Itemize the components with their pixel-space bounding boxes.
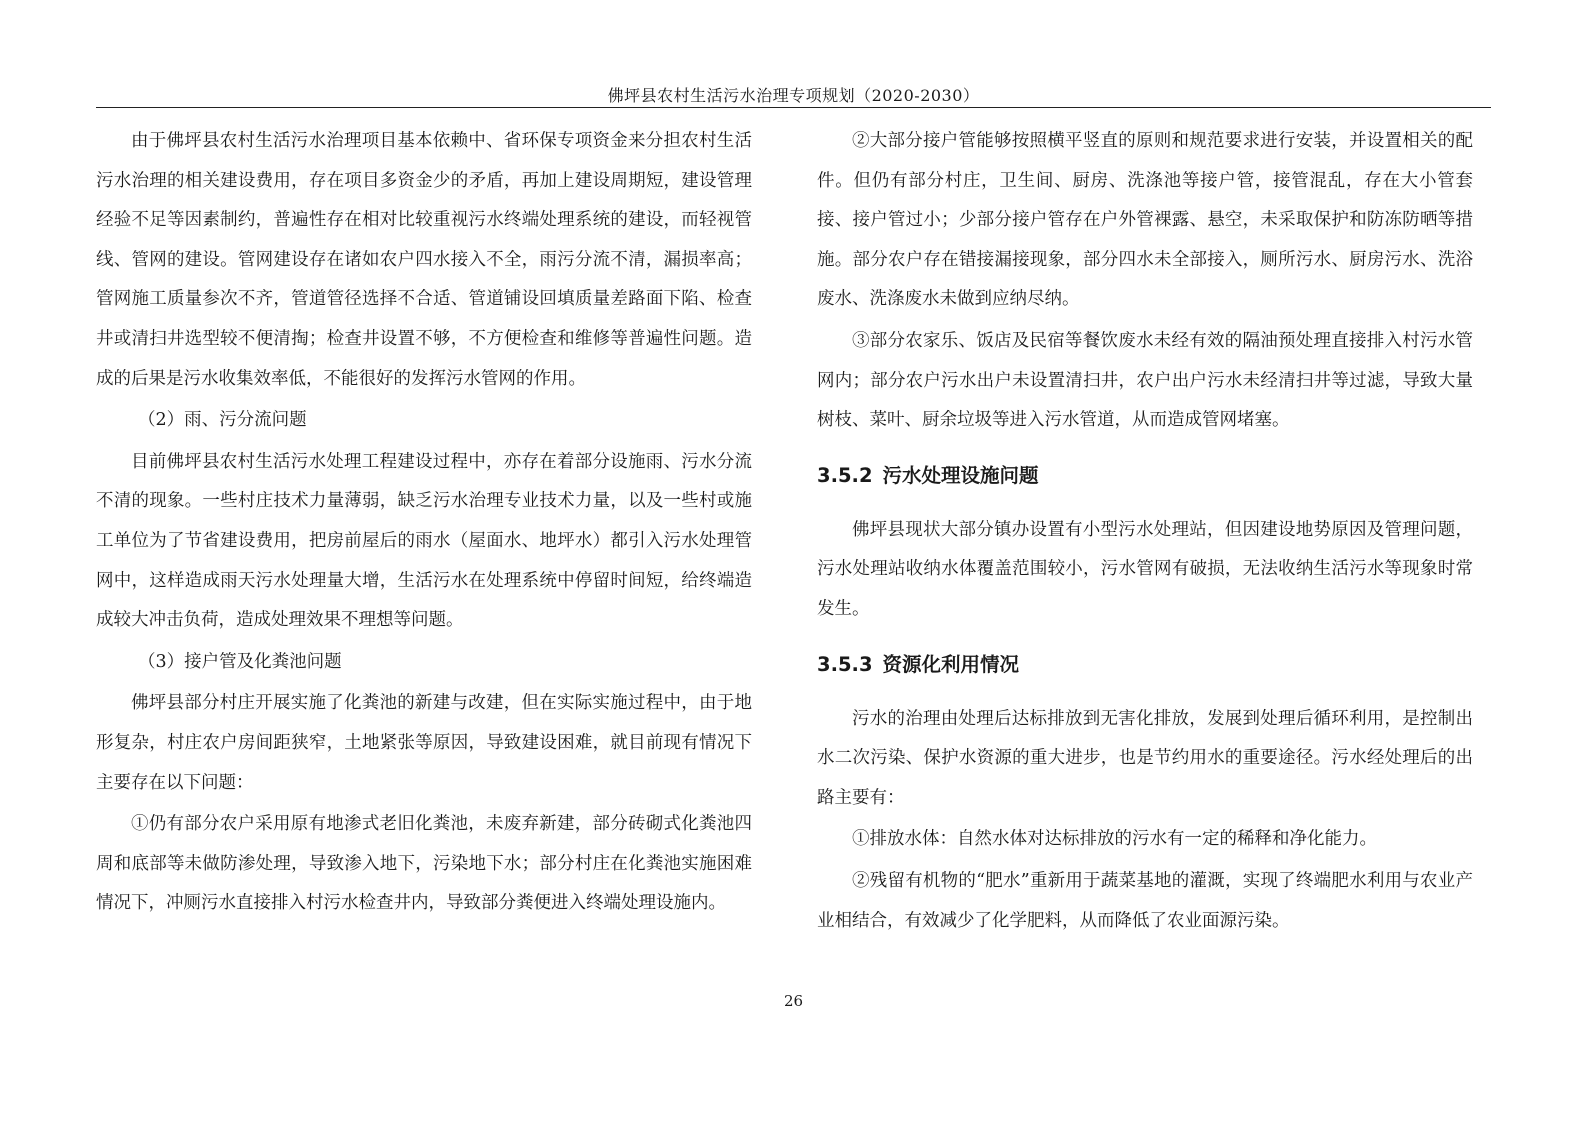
running-header: 佛坪县农村生活污水治理专项规划（2020-2030） (607, 86, 980, 105)
treatment-facility-paragraph: 佛坪县现状大部分镇办设置有小型污水处理站，但因建设地势原因及管理问题，污水处理站收纳水体覆盖范围较小，污水管网有破损，无法收纳生活污水等现象时常发生。 (817, 519, 1473, 619)
section-title: 污水处理设施问题 (882, 463, 1039, 487)
outlet-item-1: ①排放水体：自然水体对达标排放的污水有一定的稀释和净化能力。 (852, 829, 1377, 850)
issue-item-3: ③部分农家乐、饭店及民宿等餐饮废水未经有效的隔油预处理直接排入村污水管网内；部分农户污水出户未设置清扫井，农户出户污水未经清扫井等过滤，导致大量树枝、菜叶、厨余垃圾等进入污水管道，从而造成管网堵塞。 (817, 330, 1473, 431)
left-column (96, 122, 752, 924)
subheading-rain-sewage-separation: （2）雨、污分流问题 (138, 410, 307, 431)
outlet-item-2: ②残留有机物的“肥水”重新用于蔬菜基地的灌溉，实现了终端肥水利用与农业产业相结合，有效减少了化学肥料，从而降低了农业面源污染。 (817, 870, 1473, 931)
right-column (817, 122, 1473, 941)
section-number: 3.5.2 (817, 463, 873, 487)
issue-item-2: ②大部分接户管能够按照横平竖直的原则和规范要求进行安装，并设置相关的配件。但仍有部分村庄，卫生间、厨房、洗涤池等接户管，接管混乱，存在大小管套接、接户管过小；少部分接户管存在户外管裸露、悬空，未采取保护和防冻防晒等措施。部分农户存在错接漏接现象，部分四水未全部接入，厕所污水、厨房污水、洗浴废水、洗涤废水未做到应纳尽纳。 (817, 131, 1473, 310)
resource-utilization-paragraph: 污水的治理由处理后达标排放到无害化排放，发展到处理后循环利用，是控制出水二次污染、保护水资源的重大进步，也是节约用水的重要途径。污水经处理后的出路主要有： (817, 708, 1473, 808)
intro-paragraph: 由于佛坪县农村生活污水治理项目基本依赖中、省环保专项资金来分担农村生活污水治理的相关建设费用，存在项目多资金少的矛盾，再加上建设周期短，建设管理经验不足等因素制约，普遍性存在相对比较重视污水终端处理系统的建设，而轻视管线、管网的建设。管网建设存在诸如农户四水接入不全，雨污分流不清，漏损率高；管网施工质量参次不齐，管道管径选择不合适、管道铺设回填质量差路面下陷、检查井或清扫井选型较不便清掏；检查井设置不够，不方便检查和维修等普遍性问题。造成的后果是污水收集效率低，不能很好的发挥污水管网的作用。 (96, 131, 752, 389)
section-heading-3-5-3 (817, 643, 1473, 687)
header-rule (96, 107, 1491, 108)
section-heading-3-5-2 (817, 454, 1473, 498)
page-number: 26 (783, 992, 804, 1010)
section-number: 3.5.3 (817, 652, 873, 676)
issue-item-1: ①仍有部分农户采用原有地渗式老旧化粪池，未废弃新建，部分砖砌式化粪池四周和底部等未做防渗处理，导致渗入地下，污染地下水；部分村庄在化粪池实施困难情况下，冲厕污水直接排入村污水检查井内，导致部分粪便进入终端处理设施内。 (96, 814, 752, 914)
subheading-connection-pipe-septic: （3）接户管及化粪池问题 (138, 651, 342, 672)
rain-sewage-paragraph: 目前佛坪县农村生活污水处理工程建设过程中，亦存在着部分设施雨、污水分流不清的现象。一些村庄技术力量薄弱，缺乏污水治理专业技术力量，以及一些村或施工单位为了节省建设费用，把房前屋后的雨水（屋面水、地坪水）都引入污水处理管网中，这样造成雨天污水处理量大增，生活污水在处理系统中停留时间短，给终端造成较大冲击负荷，造成处理效果不理想等问题。 (96, 451, 752, 631)
connection-pipe-paragraph: 佛坪县部分村庄开展实施了化粪池的新建与改建，但在实际实施过程中，由于地形复杂，村庄农户房间距狭窄，土地紧张等原因，导致建设困难，就目前现有情况下主要存在以下问题： (96, 693, 752, 793)
section-title: 资源化利用情况 (882, 652, 1020, 676)
